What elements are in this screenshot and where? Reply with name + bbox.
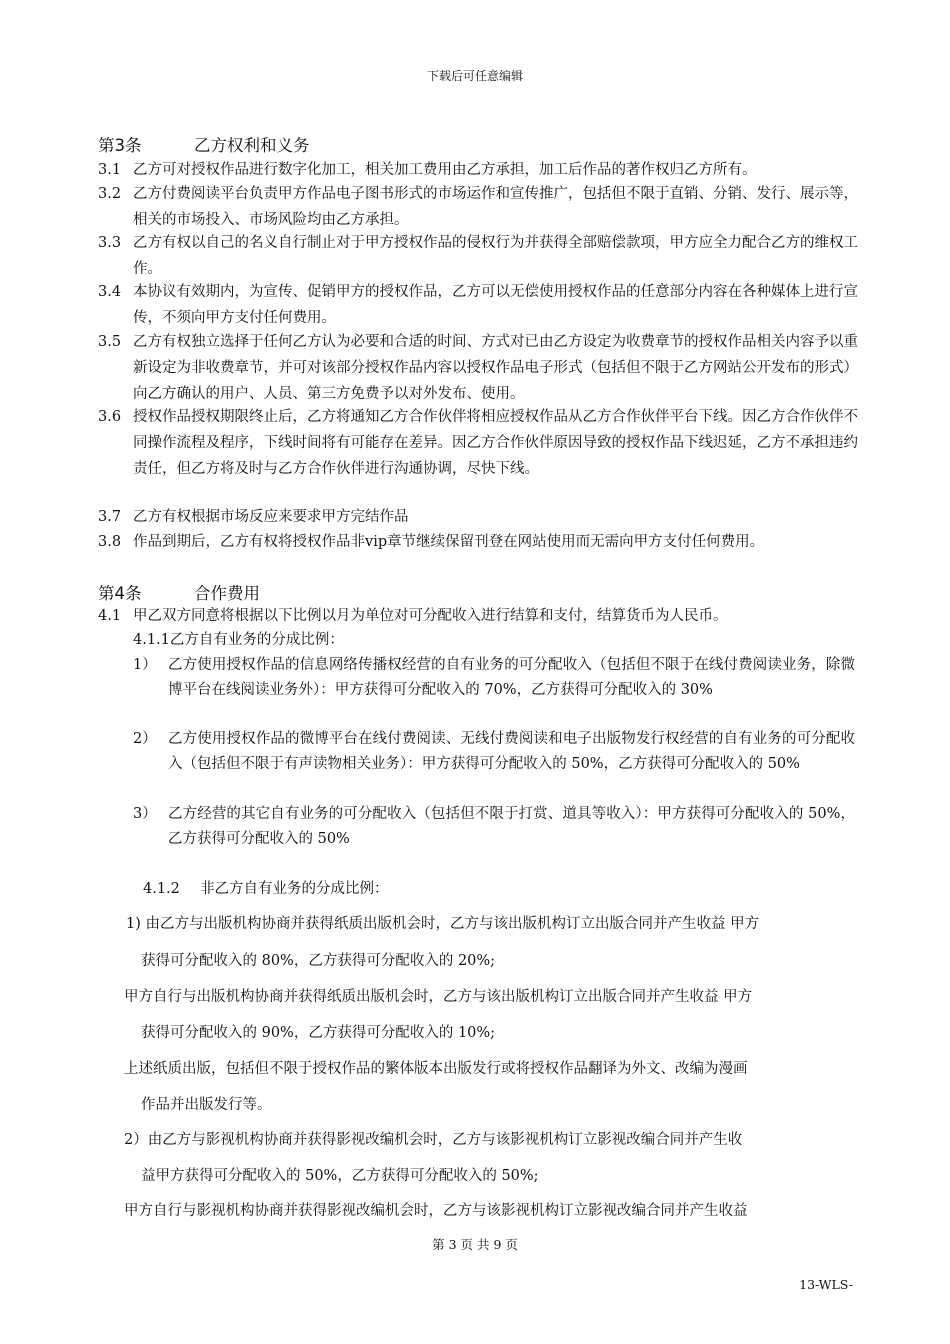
body-line: 作品并出版发行等。 <box>141 1097 272 1113</box>
clause-4-1: 4.1 甲乙双方同意将根据以下比例以月为单位对可分配收入进行结算和支付，结算货币为人民币。 <box>98 608 728 624</box>
clause-3-3: 3.3 乙方有权以自己的名义自行制止对于甲方授权作品的侵权行为并获得全部赔偿款项，甲方应全力配合乙方的维权工作。 <box>98 235 858 277</box>
document-code: 13-WLS- <box>799 1277 853 1292</box>
clause-3-6: 3.6 授权作品授权期限终止后，乙方将通知乙方合作伙伴将相应授权作品从乙方合作伙伴平台下线。因乙方合作伙伴不同操作流程及程序，下线时间将有可能存在差异。因乙方合作伙伴原因导致的授权作品下线迟延，乙方不承担违约责任，但乙方将及时与乙方合作伙伴进行沟通协调，尽快下线。 <box>98 409 858 477</box>
clause-3-2: 3.2 乙方付费阅读平台负责甲方作品电子图书形式的市场运作和宣传推广，包括但不限于直销、分销、发行、展示等，相关的市场投入、市场风险均由乙方承担。 <box>98 186 858 228</box>
page-header: 下载后可任意编辑 <box>426 69 523 83</box>
body-line: 1) 由乙方与出版机构协商并获得纸质出版机会时，乙方与该出版机构订立出版合同并产生收益 甲方 <box>126 916 760 932</box>
subsection-4-1-1: 4.1.1乙方自有业务的分成比例： <box>133 632 344 648</box>
clause-3-4: 3.4 本协议有效期内，为宣传、促销甲方的授权作品，乙方可以无偿使用授权作品的任意部分内容在各种媒体上进行宣传，不须向甲方支付任何费用。 <box>98 284 858 326</box>
body-line: 获得可分配收入的 90%，乙方获得可分配收入的 10%; <box>141 1025 496 1041</box>
body-line: 益甲方获得可分配收入的 50%，乙方获得可分配收入的 50%; <box>141 1168 539 1184</box>
section-3-title: 乙方权利和义务 <box>194 136 310 155</box>
body-line: 甲方自行与出版机构协商并获得纸质出版机会时，乙方与该出版机构订立出版合同并产生收益 甲方 <box>124 989 753 1005</box>
section-3-heading <box>98 132 310 156</box>
page-footer: 第 3 页 共 9 页 <box>432 1237 518 1252</box>
subsection-4-1-2-title: 非乙方自有业务的分成比例： <box>200 881 389 897</box>
body-line: 甲方自行与影视机构协商并获得影视改编机会时，乙方与该影视机构订立影视改编合同并产生收益 <box>124 1203 748 1219</box>
list-item-own-3: 3） 乙方经营的其它自有业务的可分配收入（包括但不限于打赏、道具等收入）：甲方获得可分配收入的 50%，乙方获得可分配收入的 50% <box>133 806 855 847</box>
subsection-4-1-2-number: 4.1.2 <box>143 881 180 897</box>
clause-3-7: 3.7 乙方有权根据市场反应来要求甲方完结作品 <box>98 509 409 525</box>
list-item-own-2: 2） 乙方使用授权作品的微博平台在线付费阅读、无线付费阅读和电子出版物发行权经营的自有业务的可分配收入（包括但不限于有声读物相关业务）：甲方获得可分配收入的 50%，乙方获得可分配收入的 50% <box>133 731 855 772</box>
body-line: 2）由乙方与影视机构协商并获得影视改编机会时，乙方与该影视机构订立影视改编合同并产生收 <box>124 1132 743 1148</box>
body-line: 上述纸质出版，包括但不限于授权作品的繁体版本出版发行或将授权作品翻译为外文、改编为漫画 <box>124 1061 748 1077</box>
clause-3-1: 3.1 乙方可对授权作品进行数字化加工，相关加工费用由乙方承担，加工后作品的著作权归乙方所有。 <box>98 162 757 178</box>
section-4-title: 合作费用 <box>194 584 260 603</box>
section-4-number: 第4条 <box>98 584 142 603</box>
clause-3-5: 3.5 乙方有权独立选择于任何乙方认为必要和合适的时间、方式对已由乙方设定为收费章节的授权作品相关内容予以重新设定为非收费章节，并可对该部分授权作品内容以授权作品电子形式（包括但不限于乙方网站公开发布的形式）向乙方确认的用户、人员、第三方免费予以对外发布、使用。 <box>98 334 858 402</box>
body-line: 获得可分配收入的 80%，乙方获得可分配收入的 20%; <box>141 953 496 969</box>
section-4-heading <box>98 580 260 604</box>
list-item-own-1: 1） 乙方使用授权作品的信息网络传播权经营的自有业务的可分配收入（包括但不限于在线付费阅读业务，除微博平台在线阅读业务外）：甲方获得可分配收入的 70%，乙方获得可分配收入的 30% <box>133 657 855 698</box>
clause-3-8: 3.8 作品到期后，乙方有权将授权作品非vip章节继续保留刊登在网站使用而无需向甲方支付任何费用。 <box>98 534 765 550</box>
section-3-number: 第3条 <box>98 136 142 155</box>
